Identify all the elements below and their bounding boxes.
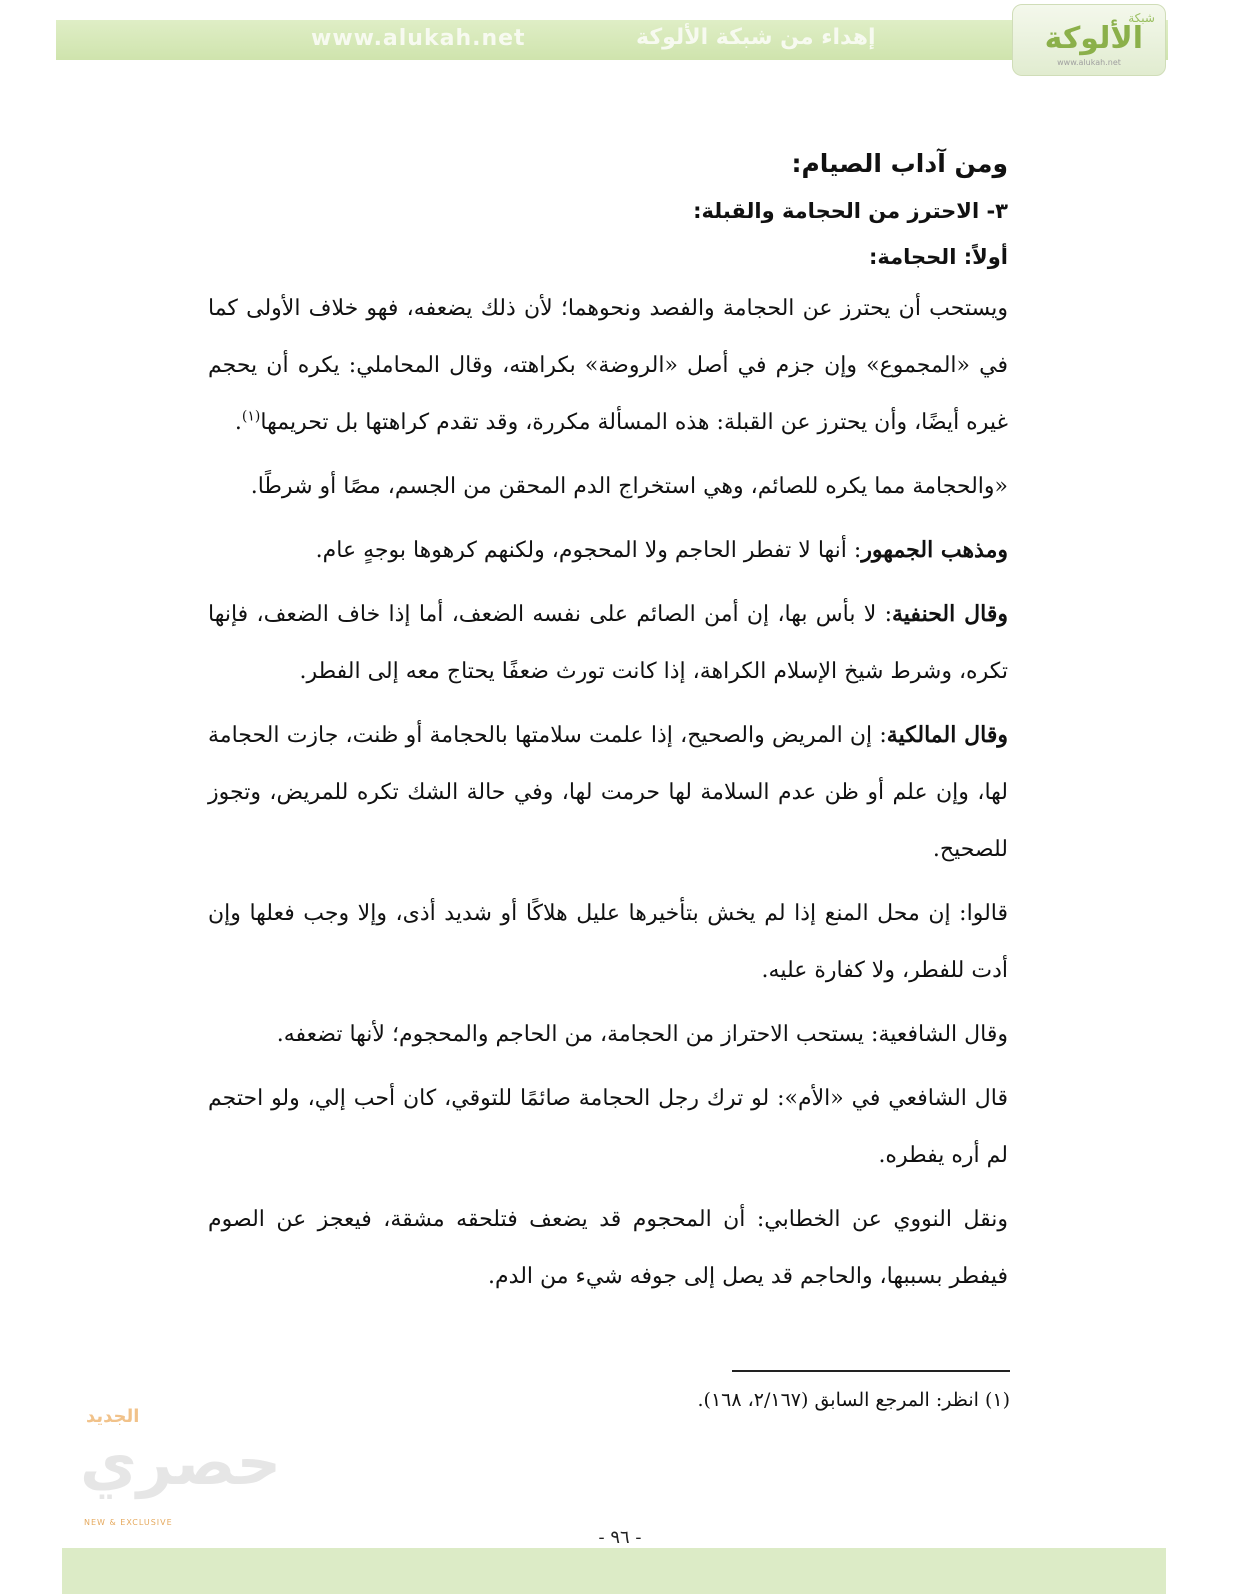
logo-main-text: الألوكة (1044, 21, 1143, 56)
paragraph-6: قالوا: إن محل المنع إذا لم يخش بتأخيرها عليل هلاكًا أو شديد أذى، وإلا وجب فعلها وإن أدت للفطر، ولا كفارة عليه. (208, 901, 1008, 983)
footnote-reference: (١) (241, 408, 261, 425)
paragraph-3 (208, 522, 1008, 579)
subtitle: ٣- الاحترز من الحجامة والقبلة: (693, 199, 1008, 223)
logo-small-text: شبكة (1128, 11, 1155, 25)
section-title: ومن آداب الصيام: (791, 149, 1008, 178)
alukah-logo (1012, 4, 1166, 76)
footer-banner (62, 1548, 1166, 1594)
header-url: www.alukah.net (311, 26, 526, 51)
paragraph-8: قال الشافعي في «الأم»: لو ترك رجل الحجامة صائمًا للتوقي، كان أحب إلي، ولو احتجم لم أره يفطره. (208, 1086, 1008, 1168)
paragraph-4-text: : لا بأس بها، إن أمن الصائم على نفسه الضعف، أما إذا خاف الضعف، فإنها تكره، وشرط شيخ الإسلام الكراهة، إذا كانت تورث ضعفًا يحتاج معه إلى الفطر. (208, 602, 1008, 684)
footnote-divider (732, 1370, 1010, 1372)
paragraph-9: ونقل النووي عن الخطابي: أن المحجوم قد يضعف فتلحقه مشقة، فيعجز عن الصوم فيفطر بسببها، والحاجم قد يصل إلى جوفه شيء من الدم. (208, 1207, 1008, 1289)
watermark-top-text: الجديد (86, 1406, 140, 1427)
header-banner (56, 20, 1168, 60)
paragraph-5-text: : إن المريض والصحيح، إذا علمت سلامتها بالحجامة أو ظنت، جازت الحجامة لها، وإن علم أو ظن عدم السلامة لها حرمت لها، وفي حالة الشك تكره للمريض، وتجوز للصحيح. (208, 723, 1008, 862)
paragraph-7: وقال الشافعية: يستحب الاحتراز من الحجامة، من الحاجم والمحجوم؛ لأنها تضعفه. (276, 1022, 1008, 1047)
paragraph-1 (208, 280, 1008, 451)
paragraph-4 (208, 586, 1008, 700)
watermark-sub-text: NEW & EXCLUSIVE (84, 1518, 173, 1527)
footnote: (١) انظر: المرجع السابق (٢/١٦٧، ١٦٨). (697, 1389, 1010, 1411)
paragraph-3-lead: ومذهب الجمهور (861, 537, 1008, 563)
logo-web-text: www.alukah.net (1057, 58, 1121, 67)
paragraph-5-lead: وقال المالكية (886, 722, 1008, 748)
page-body (208, 140, 1008, 1312)
paragraph-1-end: . (234, 410, 242, 435)
paragraph-1-text: ويستحب أن يحترز عن الحجامة والفصد ونحوهما؛ لأن ذلك يضعفه، فهو خلاف الأولى كما في «المجموع» وإن جزم في أصل «الروضة» بكراهته، وقال المحاملي: يكره أن يحجم غيره أيضًا، وأن يحترز عن القبلة: هذه المسألة مكررة، وقد تقدم كراهتها بل تحريمها (208, 296, 1008, 435)
sub-subtitle: أولاً: الحجامة: (869, 245, 1008, 269)
page-number: - ٩٦ - (598, 1527, 642, 1548)
paragraph-2: «والحجامة مما يكره للصائم، وهي استخراج الدم المحقن من الجسم، مصًا أو شرطًا. (250, 474, 1008, 499)
header-gift-text: إهداء من شبكة الألوكة (636, 25, 876, 50)
watermark-main-text: حصري (80, 1426, 282, 1499)
paragraph-3-text: : أنها لا تفطر الحاجم ولا المحجوم، ولكنهم كرهوها بوجهٍ عام. (315, 538, 862, 563)
watermark-logo (78, 1402, 282, 1530)
paragraph-4-lead: وقال الحنفية (892, 601, 1008, 627)
paragraph-5 (208, 707, 1008, 878)
